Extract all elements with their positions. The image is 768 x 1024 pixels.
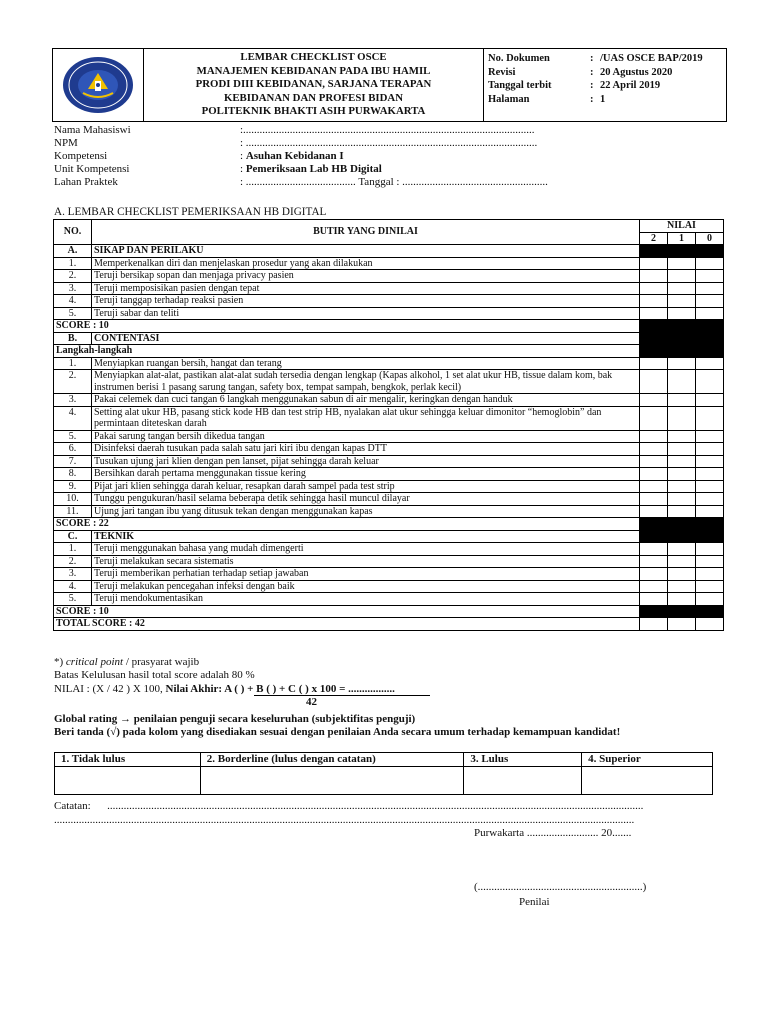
item-number: 5. bbox=[54, 307, 92, 320]
score-cell[interactable] bbox=[696, 568, 724, 581]
table-row bbox=[54, 406, 724, 430]
score-cell[interactable] bbox=[640, 493, 668, 506]
info-label: NPM bbox=[54, 137, 78, 149]
score-cell[interactable] bbox=[640, 443, 668, 456]
item-text: Teruji menggunakan bahasa yang mudah dimengerti bbox=[92, 543, 640, 556]
blocked-score-cell bbox=[668, 320, 696, 333]
score-cell[interactable] bbox=[668, 295, 696, 308]
doc-sep: : bbox=[590, 66, 594, 78]
title-line: PRODI DIII KEBIDANAN, SARJANA TERAPAN bbox=[195, 78, 432, 91]
item-number: 4. bbox=[54, 295, 92, 308]
score-cell[interactable] bbox=[640, 370, 668, 394]
item-text: Ujung jari tangan ibu yang ditusuk tekan dengan menggunakan kapas bbox=[92, 505, 640, 518]
total-score-cell[interactable] bbox=[668, 618, 696, 631]
table-row bbox=[54, 394, 724, 407]
formula-final: Nilai Akhir: A ( ) + B ( ) + C ( ) x 100 = ................. bbox=[165, 682, 395, 695]
doc-key: Halaman bbox=[488, 93, 530, 105]
score-cell[interactable] bbox=[640, 555, 668, 568]
score-cell[interactable] bbox=[668, 468, 696, 481]
item-text: Pakai celemek dan cuci tangan 6 langkah menggunakan sabun di air mengalir, keringkan dengan handuk bbox=[92, 394, 640, 407]
item-text: Tunggu pengukuran/hasil selama beberapa detik sehingga hasil muncul dilayar bbox=[92, 493, 640, 506]
item-text: Teruji tanggap terhadap reaksi pasien bbox=[92, 295, 640, 308]
score-cell[interactable] bbox=[696, 282, 724, 295]
item-number: 3. bbox=[54, 282, 92, 295]
formula-denominator: 42 bbox=[254, 695, 430, 709]
score-row bbox=[54, 518, 724, 531]
table-row bbox=[54, 568, 724, 581]
info-label: Lahan Praktek bbox=[54, 176, 118, 188]
table-row bbox=[54, 370, 724, 394]
score-cell[interactable] bbox=[668, 443, 696, 456]
item-number: 7. bbox=[54, 455, 92, 468]
info-bold-value: Pemeriksaan Lab HB Digital bbox=[245, 163, 382, 175]
rating-option-superior: 4. Superior bbox=[582, 753, 713, 767]
item-number: 3. bbox=[54, 568, 92, 581]
rating-option-fail: 1. Tidak lulus bbox=[55, 753, 201, 767]
rating-check-borderline[interactable] bbox=[200, 767, 464, 795]
notes-line-1 bbox=[54, 799, 726, 813]
blocked-score-cell bbox=[696, 245, 724, 258]
blocked-score-cell bbox=[640, 332, 668, 345]
global-rating-title: Global rating → penilaian penguji secara keseluruhan (subjektifitas penguji) bbox=[54, 712, 416, 725]
score-cell[interactable] bbox=[640, 593, 668, 606]
score-cell[interactable] bbox=[696, 370, 724, 394]
score-cell[interactable] bbox=[696, 593, 724, 606]
table-row bbox=[54, 493, 724, 506]
item-text: Setting alat ukur HB, pasang stick kode HB dan test strip HB, nyalakan alat ukur sehingga keluar dimonitor “hemoglobin” dan permintaan diteteskan darah bbox=[92, 406, 640, 430]
item-number: 11. bbox=[54, 505, 92, 518]
score-cell[interactable] bbox=[696, 257, 724, 270]
scoring-notes bbox=[54, 656, 734, 739]
blocked-score-cell bbox=[668, 345, 696, 358]
score-cell[interactable] bbox=[668, 543, 696, 556]
doc-value: 22 April 2019 bbox=[600, 80, 661, 92]
score-cell[interactable] bbox=[640, 406, 668, 430]
score-cell[interactable] bbox=[668, 505, 696, 518]
score-cell[interactable] bbox=[668, 593, 696, 606]
group-header-row bbox=[54, 332, 724, 345]
score-cell[interactable] bbox=[696, 468, 724, 481]
score-cell[interactable] bbox=[668, 394, 696, 407]
title-line: LEMBAR CHECKLIST OSCE bbox=[240, 51, 387, 64]
doc-page-row bbox=[488, 93, 722, 107]
institution-logo bbox=[53, 49, 144, 121]
table-row bbox=[54, 543, 724, 556]
blocked-score-cell bbox=[696, 320, 724, 333]
score-formula bbox=[54, 683, 734, 696]
info-value bbox=[240, 150, 344, 163]
title-line: POLITEKNIK BHAKTI ASIH PURWAKARTA bbox=[201, 105, 426, 118]
score-cell[interactable] bbox=[668, 480, 696, 493]
pass-threshold-note: Batas Kelulusan hasil total score adalah 80 % bbox=[54, 669, 255, 682]
item-text: Teruji sabar dan teliti bbox=[92, 307, 640, 320]
item-number: 5. bbox=[54, 593, 92, 606]
blocked-score-cell bbox=[696, 345, 724, 358]
notes-line-2: ................................................................................................................................................................................................................... bbox=[54, 814, 635, 827]
item-text: Bersihkan darah pertama menggunakan tissue kering bbox=[92, 468, 640, 481]
info-value[interactable]: : ........................................ Tanggal : ..................................................... bbox=[240, 176, 548, 188]
logo-emblem-icon bbox=[61, 55, 135, 115]
score-cell[interactable] bbox=[640, 543, 668, 556]
blocked-score-cell bbox=[696, 518, 724, 531]
item-text: Pijat jari klien sehingga darah keluar, resapkan darah sampel pada test strip bbox=[92, 480, 640, 493]
table-row bbox=[54, 443, 724, 456]
doc-key: No. Dokumen bbox=[488, 53, 550, 64]
note-prefix: *) bbox=[54, 656, 66, 668]
info-row-name bbox=[54, 124, 724, 137]
score-cell[interactable] bbox=[696, 270, 724, 283]
group-code: B. bbox=[54, 332, 92, 345]
score-cell[interactable] bbox=[668, 430, 696, 443]
rating-option-borderline: 2. Borderline (lulus dengan catatan) bbox=[200, 753, 464, 767]
score-cell[interactable] bbox=[640, 480, 668, 493]
score-cell[interactable] bbox=[640, 257, 668, 270]
doc-key: Revisi bbox=[488, 66, 516, 78]
item-text: Disinfeksi daerah tusukan pada salah satu jari kiri ibu dengan kapas DTT bbox=[92, 443, 640, 456]
score-cell[interactable] bbox=[668, 357, 696, 370]
info-row-location bbox=[54, 176, 724, 189]
doc-number-row bbox=[488, 52, 722, 66]
blocked-score-cell bbox=[696, 332, 724, 345]
item-number: 1. bbox=[54, 543, 92, 556]
item-text: Teruji melakukan pencegahan infeksi dengan baik bbox=[92, 580, 640, 593]
score-cell[interactable] bbox=[640, 568, 668, 581]
notes-area[interactable] bbox=[54, 799, 734, 828]
table-row bbox=[54, 593, 724, 606]
score-cell[interactable] bbox=[668, 282, 696, 295]
title-line: KEBIDANAN DAN PROFESI BIDAN bbox=[223, 91, 404, 104]
blocked-score-cell bbox=[640, 518, 668, 531]
item-number: 6. bbox=[54, 443, 92, 456]
info-row-unit bbox=[54, 163, 724, 176]
table-row bbox=[54, 455, 724, 468]
item-text: Tusukan ujung jari klien dengan pen lanset, pijat sehingga darah keluar bbox=[92, 455, 640, 468]
score-cell[interactable] bbox=[668, 270, 696, 283]
info-label: Kompetensi bbox=[54, 150, 108, 162]
item-number: 4. bbox=[54, 580, 92, 593]
doc-value: 1 bbox=[600, 93, 606, 105]
table-row bbox=[54, 430, 724, 443]
score-cell[interactable] bbox=[668, 580, 696, 593]
signature-block bbox=[474, 826, 646, 909]
col-nilai-header: NILAI bbox=[640, 220, 724, 233]
score-cell[interactable] bbox=[668, 455, 696, 468]
blocked-score-cell bbox=[640, 345, 668, 358]
place-date: Purwakarta .......................... 20....... bbox=[474, 827, 632, 839]
item-number: 5. bbox=[54, 430, 92, 443]
item-text: Teruji bersikap sopan dan menjaga privacy pasien bbox=[92, 270, 640, 283]
group-code: A. bbox=[54, 245, 92, 258]
notes-label: Catatan: bbox=[54, 800, 91, 812]
blocked-score-cell bbox=[640, 530, 668, 543]
score-cell[interactable] bbox=[696, 430, 724, 443]
score-cell[interactable] bbox=[668, 370, 696, 394]
doc-sep: : bbox=[590, 93, 594, 105]
doc-sep: : bbox=[590, 53, 594, 64]
doc-sep: : bbox=[590, 80, 594, 92]
score-cell[interactable] bbox=[696, 543, 724, 556]
table-row bbox=[54, 480, 724, 493]
col-item-header: BUTIR YANG DINILAI bbox=[92, 220, 640, 245]
item-number: 9. bbox=[54, 480, 92, 493]
blocked-score-cell bbox=[640, 320, 668, 333]
group-score: SCORE : 22 bbox=[54, 518, 640, 531]
group-code: C. bbox=[54, 530, 92, 543]
item-number: 3. bbox=[54, 394, 92, 407]
score-cell[interactable] bbox=[640, 580, 668, 593]
info-value bbox=[240, 163, 382, 176]
rating-option-pass: 3. Lulus bbox=[464, 753, 582, 767]
info-label: Unit Kompetensi bbox=[54, 163, 130, 175]
item-number: 10. bbox=[54, 493, 92, 506]
title-line: MANAJEMEN KEBIDANAN PADA IBU HAMIL bbox=[196, 64, 431, 77]
table-row bbox=[54, 282, 724, 295]
score-cell[interactable] bbox=[696, 394, 724, 407]
document-header bbox=[52, 48, 727, 122]
info-value[interactable]: :.......................................................................................................... bbox=[240, 124, 535, 136]
score-cell[interactable] bbox=[640, 282, 668, 295]
score-cell[interactable] bbox=[668, 568, 696, 581]
blocked-score-cell bbox=[640, 245, 668, 258]
table-row bbox=[54, 295, 724, 308]
info-bold-value: Asuhan Kebidanan I bbox=[245, 150, 344, 162]
score-cell[interactable] bbox=[668, 257, 696, 270]
document-title bbox=[144, 49, 484, 121]
group-subheader-row bbox=[54, 345, 724, 358]
rating-check-pass[interactable] bbox=[464, 767, 582, 795]
total-score-cell[interactable] bbox=[696, 618, 724, 631]
score-1-header: 1 bbox=[668, 232, 696, 245]
item-text: Teruji mendokumentasikan bbox=[92, 593, 640, 606]
note-rest: / prasyarat wajib bbox=[123, 656, 200, 668]
score-cell[interactable] bbox=[696, 307, 724, 320]
info-colon: : bbox=[240, 163, 246, 175]
score-cell[interactable] bbox=[640, 270, 668, 283]
section-a-title: A. LEMBAR CHECKLIST PEMERIKSAAN HB DIGITAL bbox=[54, 206, 327, 218]
score-cell[interactable] bbox=[640, 430, 668, 443]
notes-dots: ................................................................................................................................................................................................... bbox=[107, 800, 644, 812]
score-cell[interactable] bbox=[640, 455, 668, 468]
item-text: Pakai sarung tangan bersih dikedua tangan bbox=[92, 430, 640, 443]
blocked-score-cell bbox=[668, 518, 696, 531]
rating-instruction: Beri tanda (√) pada kolom yang disediakan sesuai dengan penilaian Anda secara umum terhadap kemampuan kandidat! bbox=[54, 726, 621, 739]
score-cell[interactable] bbox=[640, 505, 668, 518]
table-row bbox=[54, 270, 724, 283]
info-label: Nama Mahasiswi bbox=[54, 124, 131, 136]
formula-prefix: NILAI : (X / 42 ) X 100, bbox=[54, 682, 166, 695]
item-number: 2. bbox=[54, 555, 92, 568]
signature-line[interactable]: (............................................................) bbox=[474, 881, 647, 894]
group-subtitle: Langkah-langkah bbox=[54, 345, 640, 358]
table-row bbox=[54, 468, 724, 481]
table-row bbox=[54, 580, 724, 593]
col-no-header: NO. bbox=[54, 220, 92, 245]
score-cell[interactable] bbox=[640, 295, 668, 308]
critical-point-note bbox=[54, 656, 734, 669]
blocked-score-cell bbox=[640, 605, 668, 618]
checklist-body bbox=[54, 245, 724, 631]
document-meta bbox=[484, 49, 726, 121]
score-cell[interactable] bbox=[668, 493, 696, 506]
doc-value: 20 Agustus 2020 bbox=[600, 66, 673, 78]
score-cell[interactable] bbox=[668, 406, 696, 430]
table-row bbox=[54, 357, 724, 370]
info-row-npm bbox=[54, 137, 724, 150]
group-title: TEKNIK bbox=[92, 530, 640, 543]
score-2-header: 2 bbox=[640, 232, 668, 245]
rating-check-fail[interactable] bbox=[55, 767, 201, 795]
item-number: 8. bbox=[54, 468, 92, 481]
item-text: Teruji melakukan secara sistematis bbox=[92, 555, 640, 568]
score-cell[interactable] bbox=[640, 307, 668, 320]
score-cell[interactable] bbox=[640, 394, 668, 407]
blocked-score-cell bbox=[668, 605, 696, 618]
group-title: SIKAP DAN PERILAKU bbox=[92, 245, 640, 258]
score-0-header: 0 bbox=[696, 232, 724, 245]
note-italic: critical point bbox=[65, 656, 124, 668]
total-score-row bbox=[54, 618, 724, 631]
table-row bbox=[54, 555, 724, 568]
table-row bbox=[54, 505, 724, 518]
score-cell[interactable] bbox=[696, 555, 724, 568]
assessor-label: Penilai bbox=[519, 895, 550, 908]
item-number: 2. bbox=[54, 370, 92, 394]
score-cell[interactable] bbox=[696, 443, 724, 456]
score-cell[interactable] bbox=[668, 307, 696, 320]
group-score: SCORE : 10 bbox=[54, 605, 640, 618]
score-cell[interactable] bbox=[640, 357, 668, 370]
item-number: 1. bbox=[54, 257, 92, 270]
score-cell[interactable] bbox=[640, 468, 668, 481]
checklist-table bbox=[53, 219, 724, 631]
item-number: 2. bbox=[54, 270, 92, 283]
doc-key: Tanggal terbit bbox=[488, 80, 552, 92]
group-score: SCORE : 10 bbox=[54, 320, 640, 333]
group-header-row bbox=[54, 530, 724, 543]
doc-issue-date-row bbox=[488, 79, 722, 93]
score-cell[interactable] bbox=[696, 357, 724, 370]
score-cell[interactable] bbox=[696, 295, 724, 308]
item-text: Teruji memposisikan pasien dengan tepat bbox=[92, 282, 640, 295]
doc-value: /UAS OSCE BAP/2019 bbox=[600, 53, 703, 64]
info-row-competency bbox=[54, 150, 724, 163]
rating-check-superior[interactable] bbox=[582, 767, 713, 795]
item-number: 1. bbox=[54, 357, 92, 370]
score-row bbox=[54, 320, 724, 333]
doc-revision-row bbox=[488, 66, 722, 80]
item-number: 4. bbox=[54, 406, 92, 430]
item-text: Memperkenalkan diri dan menjelaskan prosedur yang akan dilakukan bbox=[92, 257, 640, 270]
item-text: Teruji memberikan perhatian terhadap setiap jawaban bbox=[92, 568, 640, 581]
score-cell[interactable] bbox=[668, 555, 696, 568]
score-cell[interactable] bbox=[696, 480, 724, 493]
group-header-row bbox=[54, 245, 724, 258]
blocked-score-cell bbox=[668, 245, 696, 258]
table-row bbox=[54, 257, 724, 270]
total-score-cell[interactable] bbox=[640, 618, 668, 631]
blocked-score-cell bbox=[696, 605, 724, 618]
item-text: Menyiapkan ruangan bersih, hangat dan terang bbox=[92, 357, 640, 370]
score-cell[interactable] bbox=[696, 505, 724, 518]
score-cell[interactable] bbox=[696, 493, 724, 506]
score-cell[interactable] bbox=[696, 580, 724, 593]
table-row bbox=[54, 307, 724, 320]
total-score: TOTAL SCORE : 42 bbox=[54, 618, 640, 631]
item-text: Menyiapkan alat-alat, pastikan alat-alat sudah tersedia dengan lengkap (Kapas alkohol, 1 set alat ukur HB, tissue dalam kom, bak instrumen berisi 1 pasang sarung tangan, safety box, tempat sampah, bengkok, perlak kecil) bbox=[92, 370, 640, 394]
score-cell[interactable] bbox=[696, 455, 724, 468]
blocked-score-cell bbox=[668, 530, 696, 543]
score-cell[interactable] bbox=[696, 406, 724, 430]
group-title: CONTENTASI bbox=[92, 332, 640, 345]
info-value[interactable]: : .......................................................................................................... bbox=[240, 137, 538, 149]
info-colon: : bbox=[240, 150, 246, 162]
blocked-score-cell bbox=[668, 332, 696, 345]
student-info bbox=[54, 124, 724, 189]
blocked-score-cell bbox=[696, 530, 724, 543]
score-row bbox=[54, 605, 724, 618]
global-rating-table bbox=[54, 752, 713, 795]
